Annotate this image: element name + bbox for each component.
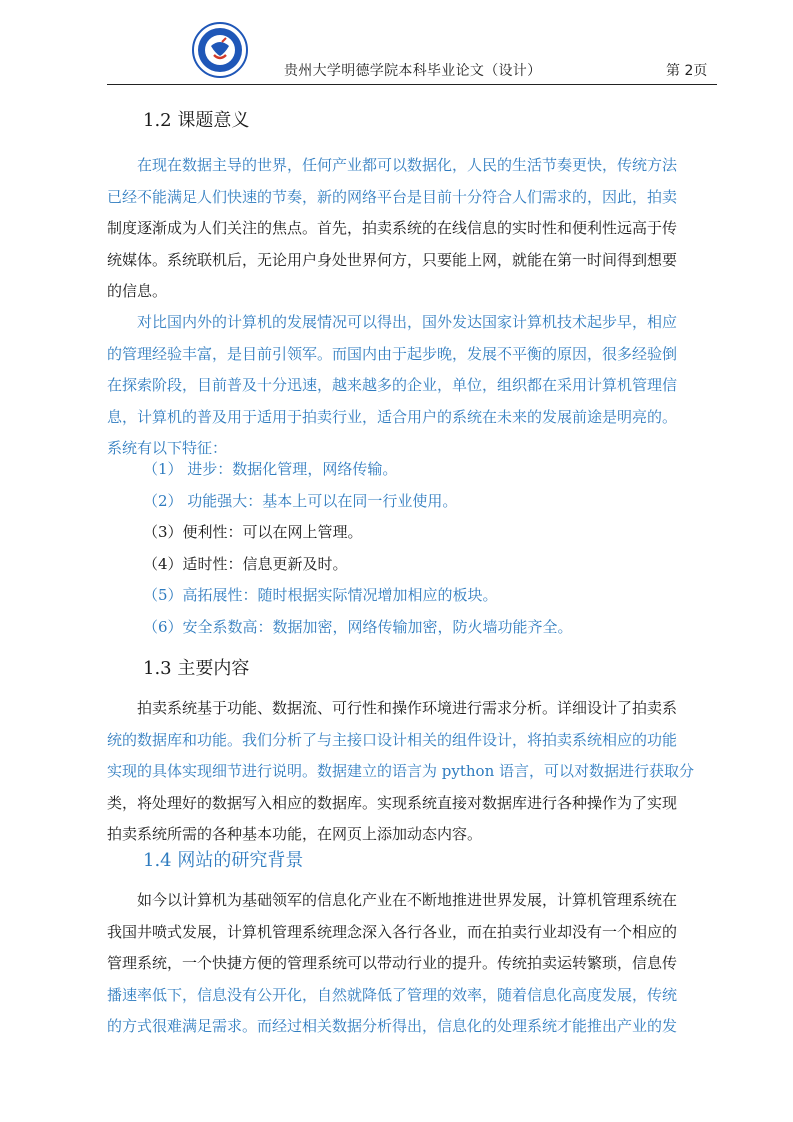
text-line: 对比国内外的计算机的发展情况可以得出，国外发达国家计算机技术起步早，相应	[107, 313, 678, 331]
paragraph-background	[107, 885, 717, 1043]
text-line: 的方式很难满足需求。而经过相关数据分析得出，信息化的处理系统才能推出产业的发	[107, 1017, 678, 1035]
list-item: （4）适时性：信息更新及时。	[143, 554, 348, 573]
paragraph-significance	[107, 150, 717, 308]
list-item: （5）高拓展性：随时根据实际情况增加相应的板块。	[143, 586, 498, 604]
text-line: 拍卖系统基于功能、数据流、可行性和操作环境进行需求分析。详细设计了拍卖系	[107, 699, 678, 717]
text-line: 管理系统，一个快捷方便的管理系统可以带动行业的提升。传统拍卖运转繁琐，信息传	[107, 954, 678, 972]
text-line: 我国井喷式发展，计算机管理系统理念深入各行各业，而在拍卖行业却没有一个相应的	[107, 922, 678, 941]
page-header	[0, 0, 793, 86]
section-heading-1-2: 1.2 课题意义	[143, 110, 250, 131]
page-number: 第 2页	[666, 63, 708, 79]
section-heading-1-3: 1.3 主要内容	[143, 658, 250, 679]
text-line: 息，计算机的普及用于适用于拍卖行业，适合用户的系统在未来的发展前途是明亮的。	[107, 407, 678, 426]
text-line: 在探索阶段，目前普及十分迅速，越来越多的企业，单位，组织都在采用计算机管理信	[107, 376, 678, 394]
paragraph-comparison	[107, 307, 717, 465]
list-item: （2） 功能强大：基本上可以在同一行业使用。	[143, 491, 458, 510]
list-item: （1） 进步：数据化管理，网络传输。	[143, 460, 398, 478]
text-line: 已经不能满足人们快速的节奏，新的网络平台是目前十分符合人们需求的，因此，拍卖	[107, 187, 678, 206]
list-item: （3）便利性：可以在网上管理。	[143, 523, 363, 541]
text-line: 在现在数据主导的世界，任何产业都可以数据化，人民的生活节奏更快，传统方法	[107, 156, 678, 174]
paragraph-main-content	[107, 693, 717, 851]
text-line: 如今以计算机为基础领军的信息化产业在不断地推进世界发展，计算机管理系统在	[107, 891, 678, 909]
text-line: 实现的具体实现细节进行说明。数据建立的语言为 python 语言，可以对数据进行获取分	[107, 762, 694, 780]
text-line: 制度逐渐成为人们关注的焦点。首先，拍卖系统的在线信息的实时性和便利性远高于传	[107, 219, 678, 237]
university-seal-logo	[192, 22, 248, 78]
list-item: （6）安全系数高：数据加密，网络传输加密，防火墙功能齐全。	[143, 617, 573, 636]
section-heading-1-4: 1.4 网站的研究背景	[143, 850, 304, 871]
text-line: 类，将处理好的数据写入相应的数据库。实现系统直接对数据库进行各种操作为了实现	[107, 793, 678, 812]
text-line: 拍卖系统所需的各种基本功能，在网页上添加动态内容。	[107, 825, 483, 843]
text-line: 播速率低下，信息没有公开化，自然就降低了管理的效率，随着信息化高度发展，传统	[107, 985, 678, 1004]
header-title: 贵州大学明德学院本科毕业论文（设计）	[284, 63, 542, 79]
text-line: 系统有以下特征：	[107, 439, 228, 457]
text-line: 统的数据库和功能。我们分析了与主接口设计相关的组件设计，将拍卖系统相应的功能	[107, 730, 678, 749]
text-line: 的管理经验丰富，是目前引领军。而国内由于起步晚，发展不平衡的原因，很多经验倒	[107, 344, 678, 363]
text-line: 的信息。	[107, 282, 168, 300]
header-rule	[107, 84, 717, 85]
text-line: 统媒体。系统联机后，无论用户身处世界何方，只要能上网，就能在第一时间得到想要	[107, 250, 678, 269]
feature-list	[143, 454, 573, 643]
